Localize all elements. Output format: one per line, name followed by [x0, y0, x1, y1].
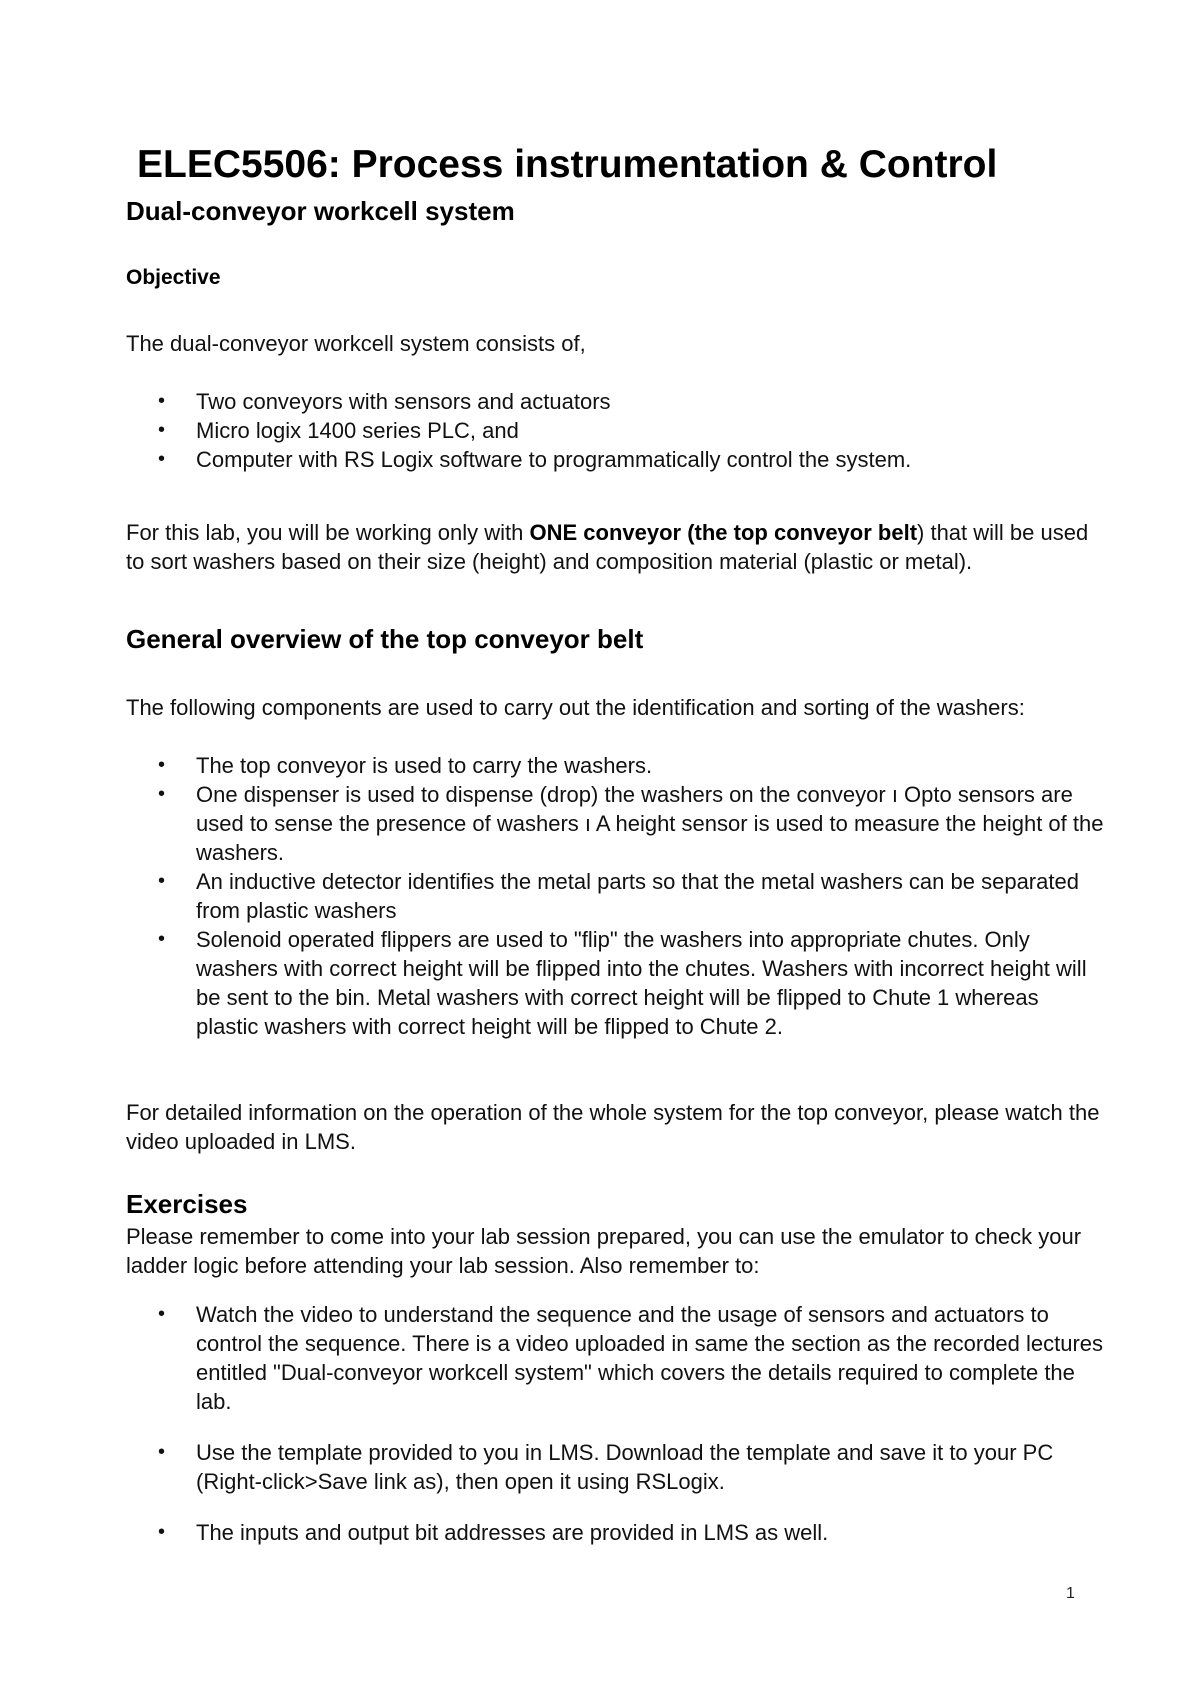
bullet-glyph: • [158, 1303, 166, 1325]
bullet-glyph: • [158, 1521, 166, 1543]
objective-heading: Objective [126, 266, 221, 289]
bullet-glyph: • [158, 448, 166, 470]
lab-scope-paragraph [126, 518, 1106, 576]
document-title: ELEC5506: Process instrumentation & Control [137, 143, 998, 186]
bullet-glyph: • [158, 783, 166, 805]
details-paragraph: For detailed information on the operation of the whole system for the top conveyor, please watch the video uploaded in LMS. [126, 1100, 1100, 1154]
bullet-glyph: • [158, 1441, 166, 1463]
overview-intro: The following components are used to carry out the identification and sorting of the washers: [126, 695, 1025, 720]
list-item [126, 445, 1106, 474]
list-item-text: The top conveyor is used to carry the washers. [196, 753, 653, 778]
lab-scope-emphasis: ONE conveyor (the top conveyor belt [529, 520, 918, 545]
list-item-text: An inductive detector identifies the metal parts so that the metal washers can be separated from plastic washers [196, 869, 1079, 923]
lab-scope-text-end: ) that will be used to sort washers based on their size (height) and composition material (plastic or metal). [126, 520, 1089, 574]
list-item [126, 867, 1106, 925]
bullet-glyph: • [158, 390, 166, 412]
overview-list [126, 751, 1106, 1041]
bullet-glyph: • [158, 870, 166, 892]
list-item [126, 1518, 1106, 1547]
list-item-text: Watch the video to understand the sequence and the usage of sensors and actuators to control the sequence. There is a video uploaded in same the section as the recorded lectures entitled "Dual-conveyor workcell system" which covers the details required to complete the lab. [196, 1302, 1104, 1414]
list-item-text: Use the template provided to you in LMS. Download the template and save it to your PC (Right-click>Save link as), then open it using RSLogix. [196, 1440, 1054, 1494]
list-item-text: Computer with RS Logix software to programmatically control the system. [196, 447, 912, 472]
exercises-heading: Exercises [126, 1189, 248, 1219]
bullet-glyph: • [158, 754, 166, 776]
list-item-text: The inputs and output bit addresses are provided in LMS as well. [196, 1520, 829, 1545]
list-item [126, 925, 1106, 1041]
exercises-intro: Please remember to come into your lab session prepared, you can use the emulator to check your ladder logic before attending your lab session. Also remember to: [126, 1224, 1082, 1278]
objective-intro: The dual-conveyor workcell system consists of, [126, 331, 586, 356]
lab-scope-text-start: For this lab, you will be working only with [126, 520, 530, 545]
page-number: 1 [1066, 1585, 1075, 1602]
list-item-text: Two conveyors with sensors and actuators [196, 389, 611, 414]
objective-list [126, 387, 1106, 474]
list-item-text: One dispenser is used to dispense (drop) the washers on the conveyor ı Opto sensors are used to sense the presence of washers ı A height sensor is used to measure the height of the washers. [196, 782, 1104, 865]
overview-heading: General overview of the top conveyor belt [126, 624, 644, 654]
list-item [126, 416, 1106, 445]
list-item [126, 1438, 1106, 1496]
bullet-glyph: • [158, 928, 166, 950]
bullet-glyph: • [158, 419, 166, 441]
list-item [126, 751, 1106, 780]
list-item-text: Micro logix 1400 series PLC, and [196, 418, 519, 443]
list-item [126, 1300, 1106, 1416]
list-item [126, 780, 1106, 867]
document-subtitle: Dual-conveyor workcell system [126, 196, 515, 226]
list-item [126, 387, 1106, 416]
list-item-text: Solenoid operated flippers are used to "flip" the washers into appropriate chutes. Only washers with correct height will be flipped into the chutes. Washers with incorrect height will be sent to the bin. Metal washers with correct height will be flipped to Chute 1 whereas plastic washers with correct height will be flipped to Chute 2. [196, 927, 1087, 1039]
exercises-list [126, 1300, 1106, 1569]
